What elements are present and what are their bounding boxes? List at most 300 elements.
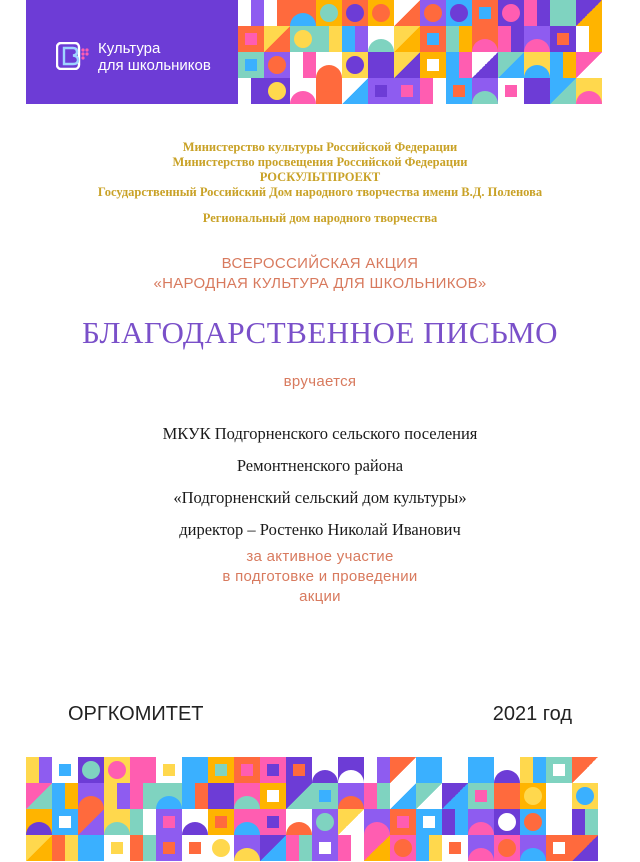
pattern-shape xyxy=(241,764,253,776)
pattern-shape xyxy=(394,839,412,857)
pattern-shape xyxy=(468,757,494,783)
pattern-tile xyxy=(238,26,264,52)
pattern-tile xyxy=(394,26,420,52)
pattern-shape xyxy=(468,848,494,861)
pattern-shape xyxy=(468,822,494,835)
pattern-tile xyxy=(52,835,78,861)
pattern-shape xyxy=(446,52,459,78)
pattern-tile xyxy=(234,783,260,809)
pattern-shape xyxy=(238,78,251,104)
pattern-shape xyxy=(420,78,433,104)
pattern-shape xyxy=(212,839,230,857)
pattern-shape xyxy=(320,4,338,22)
pattern-tile xyxy=(394,52,420,78)
pattern-tile xyxy=(342,78,368,104)
pattern-shape xyxy=(553,842,565,854)
pattern-tile xyxy=(364,809,390,835)
pattern-tile xyxy=(130,809,156,835)
pattern-shape xyxy=(208,783,234,809)
pattern-tile xyxy=(130,783,156,809)
pattern-shape xyxy=(104,783,117,809)
pattern-shape xyxy=(427,33,439,45)
pattern-tile xyxy=(264,0,290,26)
org-ministry-culture: Министерство культуры Российской Федерации xyxy=(182,140,458,154)
pattern-shape xyxy=(78,835,91,861)
pattern-shape xyxy=(130,835,143,861)
pattern-tile xyxy=(520,835,546,861)
kultura-logo-icon xyxy=(56,42,90,70)
pattern-shape xyxy=(319,842,331,854)
pattern-tile xyxy=(130,757,156,783)
pattern-tile xyxy=(26,835,52,861)
pattern-tile xyxy=(290,26,316,52)
pattern-shape xyxy=(498,26,511,52)
document-title: БЛАГОДАРСТВЕННОЕ ПИСЬМО xyxy=(81,315,559,350)
pattern-shape xyxy=(550,78,576,104)
pattern-tile xyxy=(494,835,520,861)
pattern-tile xyxy=(208,809,234,835)
reason-line-3: акции xyxy=(299,588,341,605)
pattern-shape xyxy=(502,4,520,22)
pattern-tile xyxy=(52,757,78,783)
pattern-tile xyxy=(546,757,572,783)
pattern-shape xyxy=(372,4,390,22)
pattern-tile xyxy=(312,809,338,835)
recipient-line-3: «Подгорненский сельский дом культуры» xyxy=(173,488,467,507)
pattern-shape xyxy=(316,813,334,831)
pattern-shape xyxy=(130,783,143,809)
pattern-shape xyxy=(364,757,377,783)
top-tile-pattern xyxy=(238,0,614,104)
pattern-tile xyxy=(364,757,390,783)
pattern-tile xyxy=(390,809,416,835)
pattern-shape xyxy=(108,761,126,779)
pattern-tile xyxy=(338,835,364,861)
pattern-shape xyxy=(524,0,537,26)
pattern-tile xyxy=(238,52,264,78)
pattern-shape xyxy=(416,757,429,783)
pattern-shape xyxy=(26,757,39,783)
pattern-shape xyxy=(338,809,364,835)
pattern-shape xyxy=(342,78,368,104)
pattern-tile xyxy=(316,52,342,78)
reason-line-2: в подготовке и проведении xyxy=(222,568,418,585)
pattern-shape xyxy=(416,783,442,809)
pattern-shape xyxy=(557,33,569,45)
pattern-shape xyxy=(394,26,420,52)
pattern-shape xyxy=(286,783,312,809)
pattern-tile xyxy=(208,757,234,783)
pattern-shape xyxy=(394,0,420,26)
pattern-tile xyxy=(208,835,234,861)
pattern-shape xyxy=(215,816,227,828)
pattern-tile xyxy=(364,783,390,809)
pattern-shape xyxy=(472,39,498,52)
pattern-tile xyxy=(498,26,524,52)
pattern-shape xyxy=(442,770,468,783)
pattern-tile xyxy=(312,835,338,861)
pattern-tile xyxy=(390,757,416,783)
pattern-tile xyxy=(104,835,130,861)
pattern-tile xyxy=(368,78,394,104)
pattern-shape xyxy=(268,82,286,100)
pattern-tile xyxy=(156,809,182,835)
pattern-shape xyxy=(494,770,520,783)
pattern-tile xyxy=(468,835,494,861)
pattern-shape xyxy=(505,85,517,97)
pattern-tile xyxy=(286,757,312,783)
pattern-tile xyxy=(524,78,550,104)
logo-line-2: для школьников xyxy=(98,57,211,74)
pattern-shape xyxy=(479,7,491,19)
pattern-shape xyxy=(572,757,598,783)
pattern-tile xyxy=(104,783,130,809)
pattern-tile xyxy=(208,783,234,809)
pattern-shape xyxy=(524,787,542,805)
pattern-shape xyxy=(286,835,299,861)
year-label: 2021 год xyxy=(492,703,572,725)
organizing-committee: ОРГКОМИТЕТ xyxy=(68,703,204,725)
pattern-tile xyxy=(316,78,342,104)
pattern-tile xyxy=(394,0,420,26)
pattern-shape xyxy=(427,59,439,71)
regional-house: Региональный дом народного творчества xyxy=(202,211,438,225)
pattern-shape xyxy=(576,26,589,52)
pattern-tile xyxy=(416,783,442,809)
pattern-shape xyxy=(238,0,251,26)
pattern-shape xyxy=(546,809,559,835)
pattern-tile xyxy=(290,52,316,78)
pattern-shape xyxy=(520,757,533,783)
pattern-shape xyxy=(267,816,279,828)
pattern-shape xyxy=(104,822,130,835)
pattern-tile xyxy=(576,0,602,26)
pattern-tile xyxy=(182,835,208,861)
pattern-tile xyxy=(130,835,156,861)
pattern-tile xyxy=(338,757,364,783)
pattern-tile xyxy=(550,78,576,104)
pattern-shape xyxy=(375,85,387,97)
recipient-line-1: МКУК Подгорненского сельского поселения xyxy=(162,424,478,443)
pattern-tile xyxy=(498,78,524,104)
pattern-shape xyxy=(130,757,143,783)
pattern-shape xyxy=(316,65,342,78)
pattern-shape xyxy=(472,52,498,78)
logo-line-1: Культура xyxy=(98,40,161,57)
pattern-shape xyxy=(52,783,65,809)
pattern-shape xyxy=(78,809,104,835)
org-roskultproekt: РОСКУЛЬТПРОЕКТ xyxy=(259,170,381,184)
pattern-tile xyxy=(104,757,130,783)
pattern-shape xyxy=(245,59,257,71)
pattern-tile xyxy=(472,26,498,52)
pattern-tile xyxy=(342,0,368,26)
pattern-shape xyxy=(368,52,394,78)
pattern-shape xyxy=(550,13,576,26)
pattern-shape xyxy=(59,816,71,828)
org-ministry-education: Министерство просвещения Российской Федерации xyxy=(172,155,468,169)
pattern-tile xyxy=(468,757,494,783)
pattern-tile xyxy=(546,783,572,809)
pattern-shape xyxy=(364,835,390,861)
pattern-shape xyxy=(368,39,394,52)
pattern-tile xyxy=(78,757,104,783)
pattern-shape xyxy=(390,783,416,809)
pattern-tile xyxy=(498,52,524,78)
pattern-shape xyxy=(234,796,260,809)
pattern-tile xyxy=(442,757,468,783)
pattern-tile xyxy=(312,757,338,783)
pattern-tile xyxy=(368,26,394,52)
pattern-shape xyxy=(520,848,546,861)
pattern-tile xyxy=(390,783,416,809)
pattern-shape xyxy=(401,85,413,97)
pattern-shape xyxy=(312,770,338,783)
pattern-tile xyxy=(182,809,208,835)
reason-line-1: за активное участие xyxy=(246,548,394,565)
pattern-shape xyxy=(130,809,143,835)
pattern-tile xyxy=(260,809,286,835)
pattern-tile xyxy=(78,783,104,809)
bottom-tile-pattern xyxy=(26,757,614,861)
pattern-tile xyxy=(494,757,520,783)
campaign-heading xyxy=(26,254,614,294)
pattern-shape xyxy=(450,4,468,22)
pattern-shape xyxy=(449,842,461,854)
pattern-tile xyxy=(52,783,78,809)
pattern-tile xyxy=(550,26,576,52)
pattern-shape xyxy=(316,91,342,104)
pattern-tile xyxy=(468,783,494,809)
pattern-shape xyxy=(494,783,507,809)
pattern-shape xyxy=(346,4,364,22)
recipient-line-2: Ремонтненского района xyxy=(236,456,404,475)
pattern-tile xyxy=(260,757,286,783)
pattern-shape xyxy=(234,848,260,861)
pattern-shape xyxy=(59,764,71,776)
pattern-shape xyxy=(576,787,594,805)
pattern-shape xyxy=(82,761,100,779)
pattern-shape xyxy=(446,26,459,52)
pattern-shape xyxy=(498,52,524,78)
pattern-tile xyxy=(446,78,472,104)
pattern-tile xyxy=(442,783,468,809)
pattern-shape xyxy=(364,822,390,835)
pattern-tile xyxy=(472,0,498,26)
pattern-tile xyxy=(368,0,394,26)
pattern-tile xyxy=(416,809,442,835)
org-polenov-house: Государственный Российский Дом народного творчества имени В.Д. Поленова xyxy=(97,185,543,199)
pattern-shape xyxy=(268,56,286,74)
pattern-tile xyxy=(446,26,472,52)
pattern-tile xyxy=(26,757,52,783)
pattern-tile xyxy=(238,78,264,104)
pattern-tile xyxy=(576,26,602,52)
logo-text xyxy=(98,40,211,74)
pattern-shape xyxy=(394,52,420,78)
pattern-tile xyxy=(26,783,52,809)
pattern-tile xyxy=(264,78,290,104)
pattern-tile xyxy=(342,52,368,78)
pattern-shape xyxy=(442,809,455,835)
pattern-shape xyxy=(342,26,355,52)
pattern-shape xyxy=(572,809,585,835)
pattern-tile xyxy=(520,783,546,809)
pattern-tile xyxy=(472,52,498,78)
pattern-shape xyxy=(472,91,498,104)
pattern-shape xyxy=(286,822,312,835)
pattern-tile xyxy=(446,0,472,26)
pattern-shape xyxy=(572,835,598,861)
pattern-tile xyxy=(286,783,312,809)
pattern-tile xyxy=(234,757,260,783)
pattern-shape xyxy=(316,26,329,52)
pattern-tile xyxy=(420,78,446,104)
pattern-shape xyxy=(319,790,331,802)
pattern-tile xyxy=(498,0,524,26)
pattern-tile xyxy=(442,809,468,835)
pattern-shape xyxy=(524,813,542,831)
pattern-tile xyxy=(394,78,420,104)
pattern-tile xyxy=(520,757,546,783)
pattern-shape xyxy=(215,764,227,776)
pattern-tile xyxy=(156,783,182,809)
pattern-shape xyxy=(498,839,516,857)
pattern-shape xyxy=(163,764,175,776)
pattern-shape xyxy=(424,4,442,22)
pattern-shape xyxy=(346,56,364,74)
pattern-shape xyxy=(550,52,563,78)
pattern-tile xyxy=(156,835,182,861)
campaign-line-1: ВСЕРОССИЙСКАЯ АКЦИЯ xyxy=(221,255,419,272)
pattern-tile xyxy=(78,809,104,835)
pattern-shape xyxy=(294,30,312,48)
pattern-shape xyxy=(26,822,52,835)
pattern-shape xyxy=(290,91,316,104)
pattern-tile xyxy=(572,757,598,783)
pattern-shape xyxy=(293,764,305,776)
pattern-shape xyxy=(416,835,429,861)
pattern-shape xyxy=(163,816,175,828)
pattern-tile xyxy=(316,26,342,52)
pattern-tile xyxy=(572,835,598,861)
pattern-tile xyxy=(420,0,446,26)
pattern-tile xyxy=(260,835,286,861)
pattern-shape xyxy=(524,39,550,52)
pattern-tile xyxy=(338,809,364,835)
pattern-tile xyxy=(546,809,572,835)
pattern-tile xyxy=(290,78,316,104)
pattern-tile xyxy=(26,809,52,835)
pattern-shape xyxy=(338,770,364,783)
pattern-tile xyxy=(546,835,572,861)
pattern-shape xyxy=(290,13,316,26)
organizations-header xyxy=(26,140,614,200)
pattern-shape xyxy=(524,65,550,78)
pattern-shape xyxy=(475,790,487,802)
pattern-shape xyxy=(26,835,52,861)
pattern-tile xyxy=(260,783,286,809)
pattern-shape xyxy=(260,835,286,861)
pattern-tile xyxy=(550,52,576,78)
pattern-shape xyxy=(397,816,409,828)
pattern-tile xyxy=(442,835,468,861)
pattern-tile xyxy=(286,835,312,861)
pattern-tile xyxy=(264,52,290,78)
pattern-tile xyxy=(104,809,130,835)
pattern-shape xyxy=(290,52,303,78)
pattern-tile xyxy=(576,78,602,104)
pattern-shape xyxy=(550,787,568,805)
pattern-shape xyxy=(163,842,175,854)
pattern-shape xyxy=(234,822,260,835)
pattern-tile xyxy=(520,809,546,835)
pattern-shape xyxy=(524,78,537,104)
pattern-tile xyxy=(524,0,550,26)
pattern-tile xyxy=(472,78,498,104)
pattern-shape xyxy=(576,91,602,104)
pattern-shape xyxy=(338,835,351,861)
pattern-shape xyxy=(264,26,290,52)
pattern-shape xyxy=(576,52,602,78)
pattern-shape xyxy=(267,764,279,776)
pattern-tile xyxy=(524,26,550,52)
pattern-tile xyxy=(342,26,368,52)
recipient-line-4: директор – Ростенко Николай Иванович xyxy=(179,520,461,539)
awarded-label: вручается xyxy=(283,373,357,390)
pattern-shape xyxy=(338,796,364,809)
pattern-shape xyxy=(453,85,465,97)
pattern-tile xyxy=(312,783,338,809)
reason-block xyxy=(26,547,614,607)
pattern-tile xyxy=(572,809,598,835)
pattern-tile xyxy=(550,0,576,26)
pattern-tile xyxy=(420,52,446,78)
pattern-tile xyxy=(494,783,520,809)
pattern-tile xyxy=(316,0,342,26)
pattern-tile xyxy=(238,0,264,26)
pattern-tile xyxy=(264,26,290,52)
campaign-line-2: «НАРОДНАЯ КУЛЬТУРА ДЛЯ ШКОЛЬНИКОВ» xyxy=(153,275,487,292)
top-decorative-banner xyxy=(26,0,614,104)
pattern-shape xyxy=(156,796,182,809)
pattern-tile xyxy=(420,26,446,52)
pattern-shape xyxy=(423,816,435,828)
pattern-shape xyxy=(498,813,516,831)
pattern-shape xyxy=(78,796,104,809)
pattern-tile xyxy=(156,757,182,783)
recipient-block xyxy=(26,418,614,546)
pattern-tile xyxy=(576,52,602,78)
pattern-shape xyxy=(576,0,602,26)
pattern-shape xyxy=(182,757,208,783)
pattern-shape xyxy=(442,783,468,809)
pattern-tile xyxy=(524,52,550,78)
pattern-shape xyxy=(390,757,416,783)
pattern-shape xyxy=(182,783,195,809)
pattern-tile xyxy=(182,757,208,783)
pattern-shape xyxy=(26,783,52,809)
pattern-tile xyxy=(290,0,316,26)
logo-block xyxy=(26,0,238,104)
pattern-tile xyxy=(368,52,394,78)
pattern-tile xyxy=(234,835,260,861)
pattern-tile xyxy=(446,52,472,78)
pattern-shape xyxy=(264,0,277,26)
pattern-shape xyxy=(189,842,201,854)
pattern-tile xyxy=(338,783,364,809)
pattern-shape xyxy=(245,33,257,45)
